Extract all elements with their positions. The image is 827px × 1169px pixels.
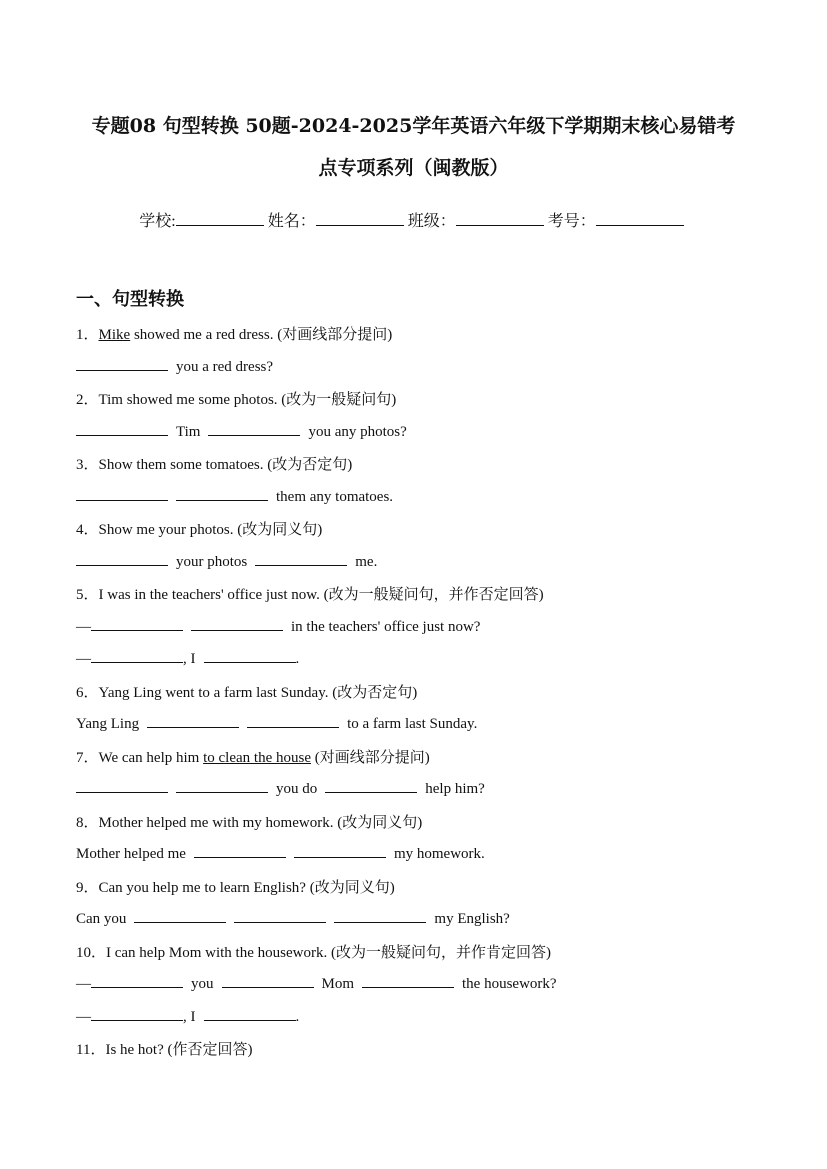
- answer-blank[interactable]: [91, 648, 183, 663]
- answer-blank[interactable]: [204, 648, 296, 663]
- question-5-prompt: 5．I was in the teachers' office just now. (改为一般疑问句，并作否定回答): [76, 587, 544, 603]
- question-8-answer: Mother helped me my homework.: [76, 843, 485, 863]
- answer-blank[interactable]: [204, 1006, 296, 1021]
- student-info-row: [0, 208, 827, 231]
- answer-blank[interactable]: [176, 778, 268, 793]
- answer-blank[interactable]: [325, 778, 417, 793]
- answer-blank[interactable]: [76, 486, 168, 501]
- number-blank[interactable]: [596, 209, 684, 226]
- answer-blank[interactable]: [147, 713, 239, 728]
- school-blank[interactable]: [176, 209, 264, 226]
- underlined-text: Mike: [98, 327, 131, 343]
- question-6-prompt: 6．Yang Ling went to a farm last Sunday. (改为否定句): [76, 685, 418, 701]
- question-1-prompt: 1．Mike showed me a red dress. (对画线部分提问): [76, 327, 393, 343]
- question-1-answer: you a red dress?: [76, 356, 273, 376]
- answer-blank[interactable]: [91, 616, 183, 631]
- question-10-reply: — , I .: [76, 1006, 299, 1026]
- question-4-prompt: 4．Show me your photos. (改为同义句): [76, 522, 323, 538]
- question-2-answer: Tim you any photos?: [76, 421, 407, 441]
- question-5-reply: — , I .: [76, 648, 299, 668]
- answer-blank[interactable]: [134, 908, 226, 923]
- class-blank[interactable]: [456, 209, 544, 226]
- answer-blank[interactable]: [76, 778, 168, 793]
- answer-blank[interactable]: [76, 421, 168, 436]
- page-title-line1: 专题08 句型转换 50题-2024-2025学年英语六年级下学期期末核心易错考: [91, 115, 736, 137]
- name-blank[interactable]: [316, 209, 404, 226]
- answer-blank[interactable]: [255, 551, 347, 566]
- answer-blank[interactable]: [234, 908, 326, 923]
- question-3-answer: them any tomatoes.: [76, 486, 393, 506]
- question-9-prompt: 9．Can you help me to learn English? (改为同义句): [76, 880, 395, 896]
- question-3-prompt: 3．Show them some tomatoes. (改为否定句): [76, 457, 353, 473]
- underlined-text: to clean the house: [203, 750, 311, 766]
- question-6-answer: Yang Ling to a farm last Sunday.: [76, 713, 477, 733]
- name-label: 姓名：: [267, 213, 316, 230]
- school-label: 学校:: [139, 213, 176, 230]
- answer-blank[interactable]: [91, 1006, 183, 1021]
- answer-blank[interactable]: [294, 843, 386, 858]
- answer-blank[interactable]: [176, 486, 268, 501]
- answer-blank[interactable]: [362, 973, 454, 988]
- answer-blank[interactable]: [194, 843, 286, 858]
- section-title: 一、句型转换: [76, 289, 184, 310]
- answer-blank[interactable]: [247, 713, 339, 728]
- answer-blank[interactable]: [76, 551, 168, 566]
- question-10-answer: — you Mom the housework?: [76, 973, 557, 993]
- answer-blank[interactable]: [222, 973, 314, 988]
- number-label: 考号：: [547, 213, 596, 230]
- question-8-prompt: 8．Mother helped me with my homework. (改为同义句): [76, 815, 423, 831]
- answer-blank[interactable]: [76, 356, 168, 371]
- question-2-prompt: 2．Tim showed me some photos. (改为一般疑问句): [76, 392, 397, 408]
- answer-blank[interactable]: [334, 908, 426, 923]
- answer-blank[interactable]: [191, 616, 283, 631]
- question-7-answer: you do help him?: [76, 778, 485, 798]
- question-9-answer: Can you my English?: [76, 908, 510, 928]
- question-11-prompt: 11．Is he hot? (作否定回答): [76, 1042, 253, 1058]
- question-4-answer: your photos me.: [76, 551, 377, 571]
- answer-blank[interactable]: [208, 421, 300, 436]
- answer-blank[interactable]: [91, 973, 183, 988]
- page-title-line2: 点专项系列（闽教版）: [318, 157, 509, 179]
- question-5-answer: — in the teachers' office just now?: [76, 616, 480, 636]
- question-7-prompt: 7．We can help him to clean the house (对画线部分提问): [76, 750, 430, 766]
- question-10-prompt: 10．I can help Mom with the housework. (改为一般疑问句，并作肯定回答): [76, 945, 551, 961]
- class-label: 班级：: [407, 213, 456, 230]
